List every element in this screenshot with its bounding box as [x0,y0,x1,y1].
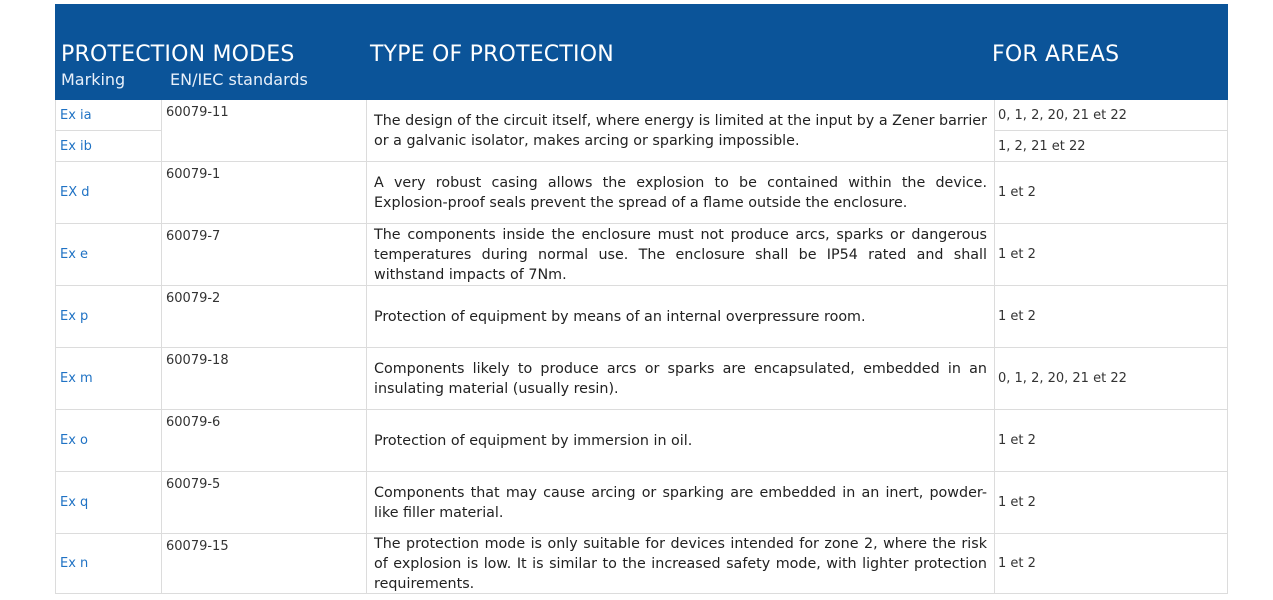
description-text: Protection of equipment by means of an internal overpressure room. [374,308,866,325]
table-cell-mode: EX d [55,162,162,224]
table-cell-areas: 1 et 2 [995,286,1228,348]
table-cell-standard: 60079-1 [162,162,367,224]
table-cell-standard: 60079-5 [162,472,367,534]
table-cell-description [367,224,995,286]
table-cell-mode: Ex p [55,286,162,348]
table-cell-description [367,348,995,410]
description-text: The protection mode is only suitable for devices intended for zone 2, where the risk of explosion is low. It is similar to the increased safety mode, with lighter protection requirements. [374,535,987,592]
protection-table [55,100,1228,594]
for-areas-heading: FOR AREAS [992,42,1120,67]
table-cell-description [367,534,995,594]
table-cell-standard: 60079-18 [162,348,367,410]
table-cell-areas: 1 et 2 [995,534,1228,594]
table-cell-mode: Ex e [55,224,162,286]
description-text: Components that may cause arcing or sparking are embedded in an inert, powder-like filler material. [374,484,987,521]
table-cell-mode: Ex q [55,472,162,534]
table-cell-mode: Ex ia [55,100,162,131]
table-cell-mode: Ex n [55,534,162,594]
table-cell-standard: 60079-2 [162,286,367,348]
table-cell-areas: 0, 1, 2, 20, 21 et 22 [995,348,1228,410]
description-text: The design of the circuit itself, where energy is limited at the input by a Zener barrier or a galvanic isolator, makes arcing or sparking impossible. [374,112,987,149]
standards-subheading: EN/IEC standards [170,70,308,89]
table-cell-standard: 60079-15 [162,534,367,594]
type-of-protection-heading: TYPE OF PROTECTION [370,42,614,67]
table-cell-description [367,162,995,224]
description-text: A very robust casing allows the explosion to be contained within the device. Explosion-proof seals prevent the spread of a flame outside the enclosure. [374,174,987,211]
protection-modes-heading: PROTECTION MODES [61,42,295,67]
table-cell-standard: 60079-7 [162,224,367,286]
table-cell-areas: 1 et 2 [995,472,1228,534]
table-cell-standard: 60079-6 [162,410,367,472]
description-text: Components likely to produce arcs or sparks are encapsulated, embedded in an insulating material (usually resin). [374,360,987,397]
table-cell-description [367,410,995,472]
table-cell-mode: Ex o [55,410,162,472]
table-cell-areas: 0, 1, 2, 20, 21 et 22 [995,100,1228,131]
table-cell-areas: 1 et 2 [995,162,1228,224]
table-cell-mode: Ex ib [55,131,162,162]
table-cell-description [367,100,995,162]
table-cell-description [367,472,995,534]
table-cell-mode: Ex m [55,348,162,410]
marking-subheading: Marking [61,70,126,89]
table-header [55,4,1228,100]
table-cell-description [367,286,995,348]
description-text: The components inside the enclosure must not produce arcs, sparks or dangerous temperatures during normal use. The enclosure shall be IP54 rated and shall withstand impacts of 7Nm. [374,226,987,283]
table-cell-standard: 60079-11 [162,100,367,162]
table-cell-areas: 1 et 2 [995,410,1228,472]
description-text: Protection of equipment by immersion in oil. [374,432,693,449]
table-cell-areas: 1, 2, 21 et 22 [995,131,1228,162]
table-cell-areas: 1 et 2 [995,224,1228,286]
